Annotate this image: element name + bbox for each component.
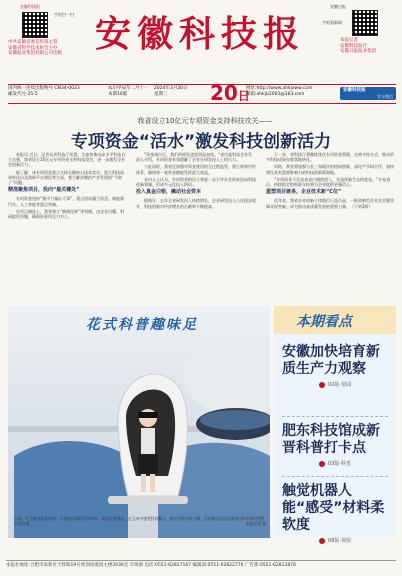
bullet-icon: [319, 538, 325, 544]
paragraph: 业内人士认为，专项资金的设立将进一步引导社会资本投向科技创新领域，形成多元化投入格局。: [136, 176, 256, 188]
paragraph: 本报讯 近日，记者从省科技厅获悉，为加快推动高水平科技自立自强，我省设立10亿元专项资金支持科技攻关，进一步激发全社会创新活力。: [8, 152, 126, 168]
photo-frame: [8, 306, 270, 538]
bullet-icon: [319, 382, 325, 388]
paragraph: 与此同时，我省还加强对资金使用的全过程监管，建立绩效评价体系，确保每一笔资金都能发挥最大效益。: [136, 164, 256, 175]
highlights-header: 本期看点: [296, 314, 352, 330]
subheading: 精准聚焦项目，投向“最关键处”: [8, 187, 80, 194]
official-label: 官方微信: [377, 94, 393, 99]
publisher-line: 安徽省科学技术协会主办: [8, 45, 58, 51]
lunar-date: 农历甲辰年二月十一: [108, 86, 149, 91]
photo-caption: 日前，在合肥某科技馆内，小朋友们体验科学实验、观看科普展品，在互动中感受科技魅力，激发对科学的兴趣。活动通过沉浸式体验让科学知识变得生动有趣。: [14, 516, 265, 526]
paragraph: “资金到位后，我们的研发进度明显加快。”省内某科技企业负责人介绍，专项资金有效缓解了企业在研发投入上的压力。: [136, 152, 253, 163]
day-big: 20: [210, 81, 238, 105]
wechat-label: 安徽科技报: [343, 88, 366, 93]
right-info-line: 本报记者: [340, 38, 358, 43]
subheading: 重塑项目链条，企业技术新“C位”: [266, 189, 342, 196]
wechat-badge[interactable]: [340, 87, 396, 100]
photo-illustration: [8, 306, 270, 538]
right-qr-code: [352, 10, 378, 36]
highlight-item-1[interactable]: [282, 344, 388, 388]
weekday: 星期三: [154, 91, 168, 97]
highlight-title: 触觉机器人能“感受”材料柔软度: [282, 483, 385, 533]
publisher-line: 中共安徽省委宣传部主管: [8, 40, 58, 45]
highlight-item-3[interactable]: [282, 476, 388, 544]
left-qr-code: [22, 12, 48, 38]
highlight-title: 肥东科技馆成新晋科普打卡点: [282, 423, 380, 456]
lead-headline: 专项资金“活水”激发科技创新活力: [70, 132, 332, 152]
masthead: [0, 0, 402, 60]
photo-title: 花式科普趣味足: [86, 317, 198, 333]
day-suffix: 日: [237, 89, 250, 103]
paragraph: 据了解，该专项资金重点支持关键核心技术攻关、重大科技成果转化以及创新平台建设等方面，着力解决制约产业发展的“卡脖子”问题。: [8, 169, 124, 186]
lead-col-3: [266, 152, 396, 302]
date-full: 2024年3月20日: [154, 86, 188, 91]
footer-address: 本报社地址:合肥市高新区天智路19号原创动漫园主楼3036室 市场部: [6, 563, 144, 568]
website[interactable]: 网址:http://www.ahkjxww.com: [246, 86, 313, 91]
lead-col-2: [136, 152, 256, 302]
highlight-tag-row: [282, 381, 388, 388]
right-info-line: 安徽科技报社: [340, 43, 367, 49]
lead-col-1: [8, 152, 126, 302]
bullet-icon: [319, 461, 325, 467]
highlight-tag: 02版·要闻: [328, 382, 351, 388]
postal-code: 邮发代号:25-5: [8, 91, 38, 97]
email[interactable]: 邮箱:ahkjb2003@163.com: [246, 91, 305, 97]
footer-phone: 编辑部:0551-62822776: [192, 563, 244, 568]
highlight-item-2[interactable]: [282, 416, 388, 467]
photo-credit: 本报记者 摄: [245, 521, 266, 526]
right-info-line: 安徽日报报业集团: [340, 49, 376, 54]
paragraph: 下一步，省科技厅将继续优化专项资金管理，完善支持方式，推动更多科技成果在皖落地转化。: [266, 152, 394, 163]
paragraph: 据统计，去年全省研发投入持续增长，企业研发投入占比稳步提升，科技创新对经济增长的贡献率不断提高。: [136, 198, 256, 209]
photo-caption-block: [14, 516, 266, 526]
issue-count: 本期16版: [108, 91, 128, 97]
paragraph: 在项目遴选上，我省建立“揭榜挂帅”等机制，由企业出题、科研院所答题，确保资金用在刀刃上。: [8, 208, 125, 220]
paragraph: 近年来，我省企业创新主体地位日益凸显，一批创新型企业在关键领域实现突破，成为推动高质量发展的重要力量。（下转2版）: [266, 198, 394, 209]
left-qr-label2: 手机扫一扫: [54, 12, 74, 17]
highlight-tag-row: [282, 460, 388, 467]
info-bar: [8, 81, 396, 105]
highlight-tag: 03版·科普: [328, 461, 351, 467]
right-qr-label1: 安徽日报: [330, 4, 346, 9]
paragraph: 同时，我省将加强与长三角地区的协同创新，深化产学研合作，加快建设具有重要影响力的科技创新策源地。: [266, 164, 394, 175]
paragraph: 专项资金坚持“集中力量办大事”，重点投向量子信息、新能源汽车、人工智能等重点领域。: [8, 196, 125, 207]
paragraph: “专项资金不仅是真金白银的投入，更是创新生态的优化。”专家表示，持续稳定的财政支持将为企业提供更强信心。: [266, 176, 391, 188]
newspaper-title: 安徽科技报: [95, 13, 306, 55]
footer: [6, 560, 396, 575]
right-info-lines: [340, 38, 400, 55]
publisher-line: 安徽报业集团有限公司出版: [8, 51, 62, 56]
highlights-panel: [274, 306, 396, 544]
web-info: [246, 86, 342, 97]
footer-phone: 电话:0551-62827167: [144, 563, 192, 568]
highlight-title: 安徽加快培育新质生产力观察: [282, 344, 380, 377]
left-qr-label1: 安徽科技报: [20, 4, 40, 9]
subheading: 投入真金白银，撬动社会资本: [136, 189, 202, 196]
date-full-block: [154, 86, 214, 97]
right-qr-label2: 手机看新闻: [322, 20, 342, 25]
lead-kicker: 我省设立10亿元专项资金支持科技攻关——: [137, 117, 273, 125]
footer-phone: 广告部:0551-62812876: [244, 563, 296, 568]
day-number: [210, 82, 250, 107]
publication-codes: [8, 86, 104, 97]
publisher-lines: [8, 40, 93, 57]
highlight-tag-row: [282, 537, 388, 544]
cn-code: 国内统一连续出版物号 CN34-0023: [8, 86, 80, 91]
highlight-tag: 06版·视窗: [328, 538, 351, 544]
